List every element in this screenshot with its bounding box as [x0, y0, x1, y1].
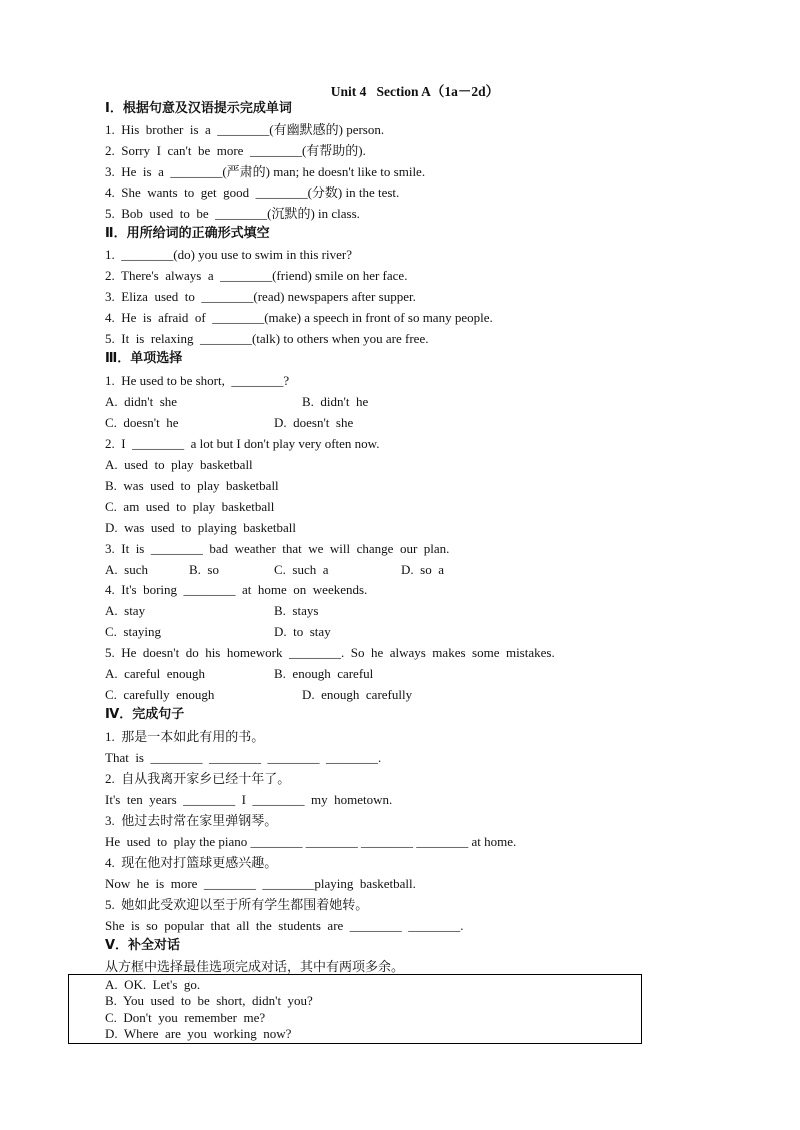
box-option-c: C. Don't you remember me? — [105, 1010, 266, 1025]
s1-question-4: 4. She wants to get good ________(分数) in the test. — [105, 185, 400, 200]
s3-q4-option-c: C. staying — [105, 624, 161, 639]
s3-question-1: 1. He used to be short, ________? — [105, 373, 290, 388]
s4-answer-1: That is ________ ________ ________ ________. — [105, 750, 382, 765]
page-title: Unit 4 Section A（1a－2d） — [330, 84, 500, 99]
box-option-a: A. OK. Let's go. — [105, 977, 201, 992]
s3-q1-option-d: D. doesn't she — [274, 415, 354, 430]
s3-q2-option-d: D. was used to playing basketball — [105, 520, 296, 535]
s1-question-2: 2. Sorry I can't be more ________(有帮助的). — [105, 143, 366, 158]
s4-prompt-1: 1. 那是一本如此有用的书。 — [105, 729, 265, 744]
s2-question-4: 4. He is afraid of ________(make) a speech in front of so many people. — [105, 310, 493, 325]
box-option-d: D. Where are you working now? — [105, 1026, 292, 1041]
s4-prompt-2: 2. 自从我离开家乡已经十年了。 — [105, 771, 291, 786]
s3-question-2: 2. I ________ a lot but I don't play very often now. — [105, 436, 380, 451]
section-3-heading: Ⅲ．单项选择 — [105, 351, 183, 366]
s4-prompt-4: 4. 现在他对打篮球更感兴趣。 — [105, 855, 278, 870]
s3-q3-option-d: D. so a — [401, 562, 444, 577]
s3-question-3: 3. It is ________ bad weather that we will change our plan. — [105, 541, 450, 556]
options-box — [68, 974, 642, 1044]
s1-question-1: 1. His brother is a ________(有幽默感的) person. — [105, 122, 385, 137]
s4-answer-2: It's ten years ________ I ________ my hometown. — [105, 792, 393, 807]
box-option-b: B. You used to be short, didn't you? — [105, 993, 313, 1008]
s3-q3-option-b: B. so — [189, 562, 219, 577]
section-1-heading: Ⅰ．根据句意及汉语提示完成单词 — [105, 101, 292, 116]
section-5-heading: Ⅴ．补全对话 — [105, 938, 181, 953]
s3-q1-option-c: C. doesn't he — [105, 415, 179, 430]
s3-question-4: 4. It's boring ________ at home on weekends. — [105, 582, 368, 597]
s3-q5-option-a: A. careful enough — [105, 666, 205, 681]
s4-prompt-3: 3. 他过去时常在家里弹钢琴。 — [105, 813, 278, 828]
s5-instruction: 从方框中选择最佳选项完成对话，其中有两项多余。 — [105, 959, 405, 974]
section-4-heading: Ⅳ．完成句子 — [105, 707, 185, 722]
s4-prompt-5: 5. 她如此受欢迎以至于所有学生都围着她转。 — [105, 897, 369, 912]
s3-q1-option-b: B. didn't he — [302, 394, 369, 409]
s3-q5-option-c: C. carefully enough — [105, 687, 215, 702]
s1-question-5: 5. Bob used to be ________(沉默的) in class. — [105, 206, 360, 221]
s2-question-2: 2. There's always a ________(friend) smile on her face. — [105, 268, 408, 283]
s3-q3-option-c: C. such a — [274, 562, 329, 577]
s3-q4-option-b: B. stays — [274, 603, 319, 618]
s1-question-3: 3. He is a ________(严肃的) man; he doesn't like to smile. — [105, 164, 426, 179]
s4-answer-3: He used to play the piano ________ ________ ________ ________ at home. — [105, 834, 517, 849]
s3-q2-option-a: A. used to play basketball — [105, 457, 253, 472]
s3-q1-option-a: A. didn't she — [105, 394, 178, 409]
s3-q4-option-d: D. to stay — [274, 624, 331, 639]
s3-q2-option-c: C. am used to play basketball — [105, 499, 275, 514]
s2-question-1: 1. ________(do) you use to swim in this river? — [105, 247, 352, 262]
s2-question-3: 3. Eliza used to ________(read) newspapers after supper. — [105, 289, 416, 304]
s4-answer-4: Now he is more ________ ________playing basketball. — [105, 876, 416, 891]
s3-q5-option-b: B. enough careful — [274, 666, 374, 681]
s3-q3-option-a: A. such — [105, 562, 148, 577]
s2-question-5: 5. It is relaxing ________(talk) to others when you are free. — [105, 331, 429, 346]
s4-answer-5: She is so popular that all the students are ________ ________. — [105, 918, 464, 933]
section-2-heading: Ⅱ．用所给词的正确形式填空 — [105, 226, 270, 241]
s3-question-5: 5. He doesn't do his homework ________. So he always makes some mistakes. — [105, 645, 555, 660]
s3-q5-option-d: D. enough carefully — [302, 687, 413, 702]
s3-q4-option-a: A. stay — [105, 603, 146, 618]
s3-q2-option-b: B. was used to play basketball — [105, 478, 279, 493]
